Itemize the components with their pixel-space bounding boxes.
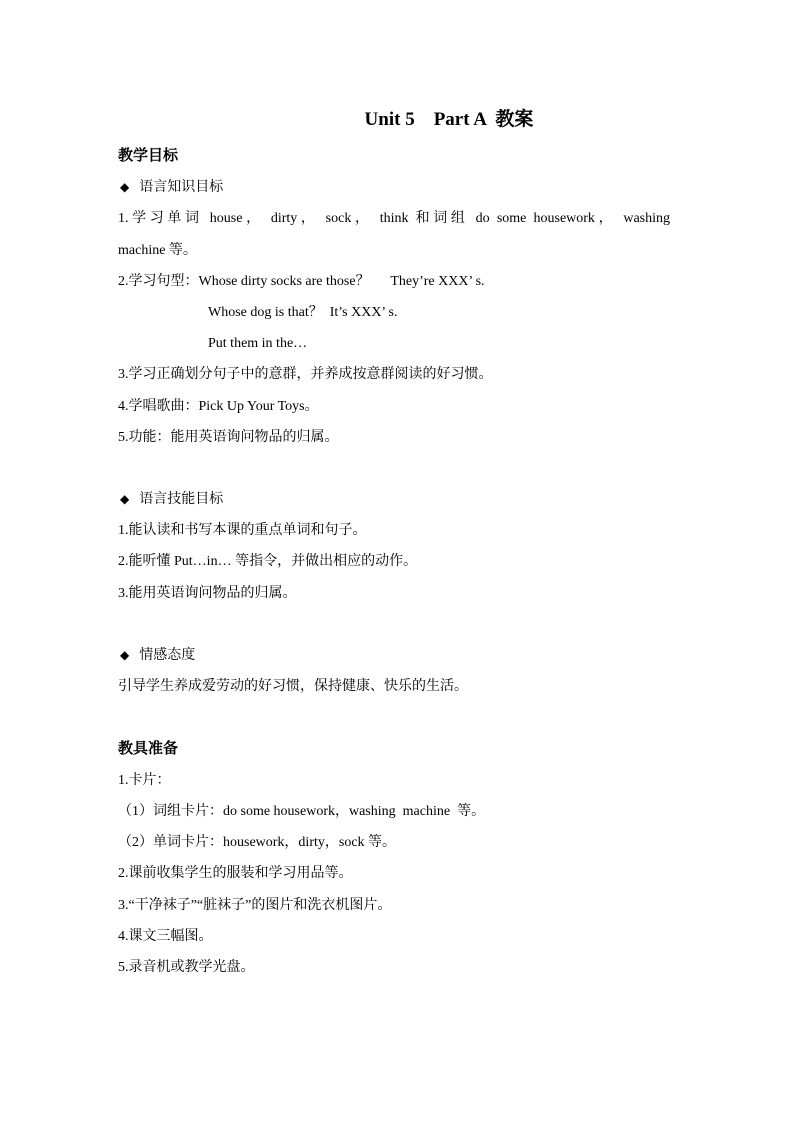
materials-item-1: 1.卡片： xyxy=(118,772,171,788)
diamond-bullet-icon: ◆ xyxy=(120,492,130,507)
knowledge-item-2-line-1: 2.学习句型：Whose dirty socks are those？ They’re XXX’ s. xyxy=(118,273,485,289)
knowledge-item-4: 4.学唱歌曲：Pick Up Your Toys。 xyxy=(118,398,319,414)
skills-item-3: 3.能用英语询问物品的归属。 xyxy=(118,585,297,601)
skills-item-2: 2.能听懂 Put…in… 等指令，并做出相应的动作。 xyxy=(118,554,418,570)
attitude-subheading-text: 情感态度 xyxy=(139,648,196,663)
knowledge-item-2-line-2: Whose dog is that？ It’s XXX’ s. xyxy=(208,304,398,320)
skills-subheading xyxy=(118,484,670,515)
materials-item-1a: （1）词组卡片：do some housework，washing machine 等。 xyxy=(118,803,486,819)
knowledge-item-5: 5.功能：能用英语询问物品的归属。 xyxy=(118,429,339,445)
materials-item-3: 3.“干净袜子”“脏袜子”的图片和洗衣机图片。 xyxy=(118,897,392,913)
document-title: Unit 5 Part A 教案 xyxy=(364,109,534,130)
knowledge-item-1-line-2: machine 等。 xyxy=(118,242,197,258)
skills-subheading-text: 语言技能目标 xyxy=(139,492,224,508)
knowledge-subheading-text: 语言知识目标 xyxy=(139,180,224,196)
diamond-bullet-icon: ◆ xyxy=(120,180,130,195)
knowledge-item-3: 3.学习正确划分句子中的意群，并养成按意群阅读的好习惯。 xyxy=(118,367,493,383)
skills-item-1: 1.能认读和书写本课的重点单词和句子。 xyxy=(118,523,367,539)
materials-heading: 教具准备 xyxy=(118,740,179,757)
diamond-bullet-icon: ◆ xyxy=(120,648,130,662)
attitude-subheading xyxy=(118,640,670,671)
knowledge-item-2-line-3: Put them in the… xyxy=(208,336,308,352)
spacer xyxy=(118,609,670,640)
materials-item-1b: （2）单词卡片：housework，dirty，sock 等。 xyxy=(118,835,397,851)
materials-item-2: 2.课前收集学生的服装和学习用品等。 xyxy=(118,866,353,882)
materials-item-5: 5.录音机或教学光盘。 xyxy=(118,959,255,975)
document-body xyxy=(118,141,670,983)
knowledge-subheading xyxy=(118,172,670,203)
attitude-item-1: 引导学生养成爱劳动的好习惯，保持健康、快乐的生活。 xyxy=(118,679,468,695)
materials-item-4: 4.课文三幅图。 xyxy=(118,928,213,944)
spacer xyxy=(118,453,670,484)
knowledge-item-1-line-1: 1.学习单词 house， dirty， sock， think 和词组 do some housework， washing xyxy=(118,211,670,227)
spacer xyxy=(118,702,670,733)
objectives-heading: 教学目标 xyxy=(118,148,179,164)
